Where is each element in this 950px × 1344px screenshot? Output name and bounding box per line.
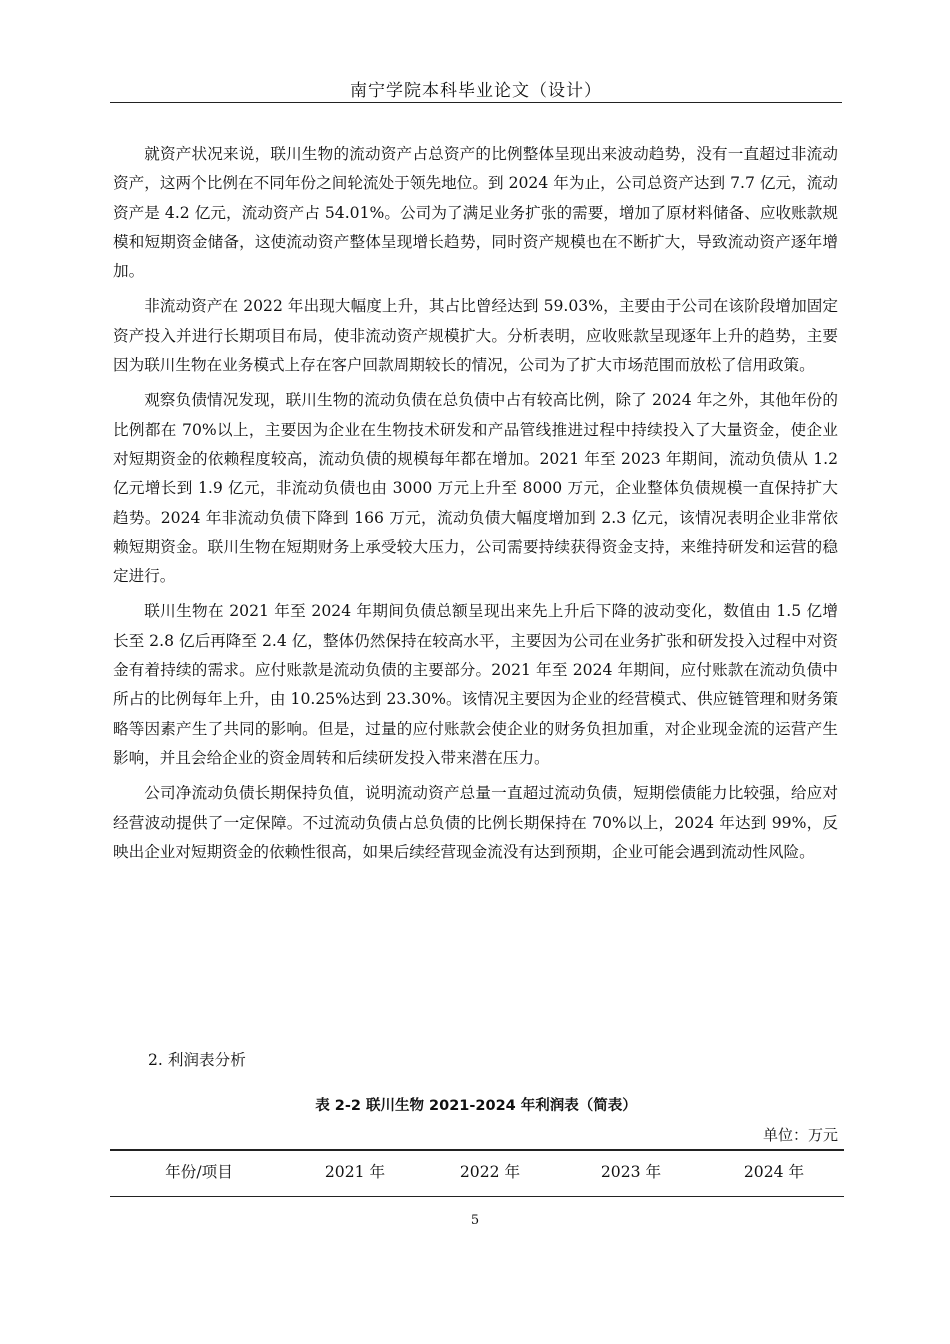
table-caption: 表 2-2 联川生物 2021-2024 年利润表（简表） — [315, 1098, 637, 1114]
table-header-cell: 2024 年 — [743, 1163, 805, 1181]
table-header-cell: 年份/项目 — [165, 1163, 233, 1181]
body-text — [113, 140, 838, 873]
table-header-row — [110, 1160, 844, 1190]
table-header-rule — [110, 1196, 844, 1197]
paragraph: 公司净流动负债长期保持负值，说明流动资产总量一直超过流动负债，短期偿债能力比较强，给应对经营波动提供了一定保障。不过流动负债占总负债的比例长期保持在 70%以上，2024 年达到 99%，反映出企业对短期资金的依赖性很高，如果后续经营现金流没有达到预期，企业可能会遇到流动性风险。 — [113, 784, 838, 861]
page-number: 5 — [470, 1213, 480, 1228]
paragraph: 观察负债情况发现，联川生物的流动负债在总负债中占有较高比例，除了 2024 年之外，其他年份的比例都在 70%以上，主要因为企业在生物技术研发和产品管线推进过程中持续投入了大量资金，使企业对短期资金的依赖程度较高，流动负债的规模每年都在增加。2021 年至 2023 年期间，流动负债从 1.2 亿元增长到 1.9 亿元，非流动负债也由 3000 万元上升至 8000 万元，企业整体负债规模一直保持扩大趋势。2024 年非流动负债下降到 166 万元，流动负债大幅度增加到 2.3 亿元，该情况表明企业非常依赖短期资金。联川生物在短期财务上承受较大压力，公司需要持续获得资金支持，来维持研发和运营的稳定进行。 — [113, 391, 838, 586]
table-header-cell: 2022 年 — [459, 1163, 521, 1181]
table-top-rule — [110, 1149, 844, 1151]
section-heading: 2. 利润表分析 — [148, 1051, 246, 1069]
paragraph: 就资产状况来说，联川生物的流动资产占总资产的比例整体呈现出来波动趋势，没有一直超过非流动资产，这两个比例在不同年份之间轮流处于领先地位。到 2024 年为止，公司总资产达到 7.7 亿元，流动资产是 4.2 亿元，流动资产占 54.01%。公司为了满足业务扩张的需要，增加了原材料储备、应收账款规模和短期资金储备，这使流动资产整体呈现增长趋势，同时资产规模也在不断扩大，导致流动资产逐年增加。 — [113, 145, 838, 281]
paragraph: 联川生物在 2021 年至 2024 年期间负债总额呈现出来先上升后下降的波动变化，数值由 1.5 亿增长至 2.8 亿后再降至 2.4 亿，整体仍然保持在较高水平，主要因为公司在业务扩张和研发投入过程中对资金有着持续的需求。应付账款是流动负债的主要部分。2021 年至 2024 年期间，应付账款在流动负债中所占的比例每年上升，由 10.25%达到 23.30%。该情况主要因为企业的经营模式、供应链管理和财务策略等因素产生了共同的影响。但是，过量的应付账款会使企业的财务负担加重，对企业现金流的运营产生影响，并且会给企业的资金周转和后续研发投入带来潜在压力。 — [113, 602, 838, 767]
table-header-cell: 2023 年 — [600, 1163, 662, 1181]
table-unit: 单位：万元 — [762, 1126, 838, 1144]
table-header-cell: 2021 年 — [324, 1163, 386, 1181]
running-header: 南宁学院本科毕业论文（设计） — [350, 81, 602, 101]
paragraph: 非流动资产在 2022 年出现大幅度上升，其占比曾经达到 59.03%，主要由于公司在该阶段增加固定资产投入并进行长期项目布局，使非流动资产规模扩大。分析表明，应收账款呈现逐年上升的趋势，主要因为联川生物在业务模式上存在客户回款周期较长的情况，公司为了扩大市场范围而放松了信用政策。 — [113, 297, 838, 375]
header-rule — [110, 102, 842, 103]
